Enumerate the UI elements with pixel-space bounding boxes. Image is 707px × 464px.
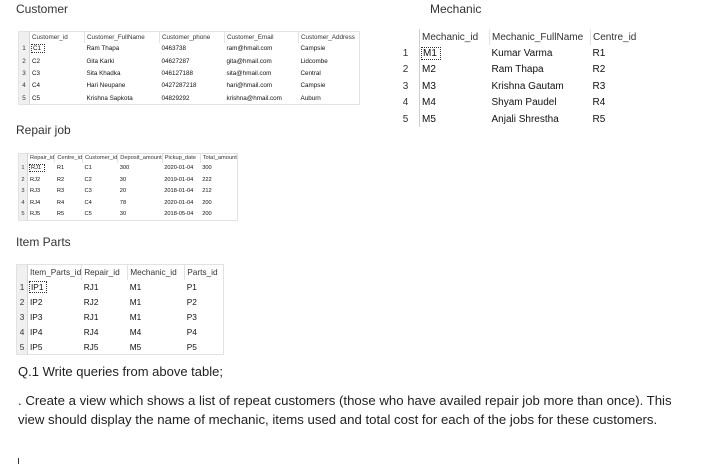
table-row[interactable]: [19, 186, 238, 198]
row-number[interactable]: 2: [392, 62, 420, 78]
table-cell[interactable]: [128, 340, 185, 355]
table-cell[interactable]: [82, 295, 128, 310]
cell-value: M1: [129, 297, 142, 307]
table-cell[interactable]: [591, 95, 642, 111]
table-cell[interactable]: [299, 80, 360, 92]
table-cell[interactable]: [128, 310, 185, 325]
table-cell[interactable]: [162, 163, 200, 175]
column-header[interactable]: Customer_id: [30, 32, 85, 43]
cell-value: RJ4: [83, 327, 99, 337]
cell-value: M5: [129, 341, 142, 352]
cell-value: 0463738: [161, 45, 187, 53]
cell-value: 30: [119, 211, 127, 218]
table-cell[interactable]: [299, 67, 360, 79]
cell-value: P2: [186, 297, 197, 307]
table-cell[interactable]: [30, 92, 85, 104]
table-row[interactable]: [19, 197, 238, 209]
cell-value: P1: [186, 282, 197, 292]
table-cell[interactable]: [160, 67, 225, 79]
cell-value: IP1: [30, 282, 46, 292]
row-number[interactable]: 5: [19, 92, 30, 104]
cell-value: RJ1: [83, 312, 99, 322]
table-cell[interactable]: [299, 43, 360, 55]
cell-value: R3: [56, 188, 65, 195]
cell-value: ram@hmail.com: [226, 45, 273, 53]
table-row[interactable]: [19, 209, 238, 221]
column-header[interactable]: Repair_id: [82, 265, 128, 280]
table-cell[interactable]: [55, 197, 83, 209]
cell-value: R2: [56, 176, 65, 183]
cell-value: C4: [32, 82, 41, 90]
table-cell[interactable]: [55, 186, 83, 198]
table-cell[interactable]: [85, 92, 160, 104]
table-cell[interactable]: [200, 174, 237, 186]
cell-value: 78: [119, 200, 127, 207]
table-cell[interactable]: [83, 174, 118, 186]
cell-value: 04627287: [161, 57, 190, 65]
row-number[interactable]: 3: [19, 186, 28, 198]
cell-value: IP2: [30, 297, 43, 307]
table-cell[interactable]: [55, 163, 83, 175]
table-cell[interactable]: [28, 186, 55, 198]
table-cell[interactable]: [85, 80, 160, 92]
cell-value: 300: [202, 165, 212, 172]
table-cell[interactable]: [28, 163, 55, 175]
cell-value: C1: [32, 45, 44, 52]
table-row[interactable]: [19, 80, 360, 92]
cell-value: Ram Thapa: [86, 45, 120, 53]
table-cell[interactable]: [299, 55, 360, 67]
cell-value: RJ2: [83, 297, 99, 307]
cell-value: M4: [422, 97, 436, 109]
mechanic-table: [392, 29, 641, 127]
cell-value: Krishna Sapkota: [86, 94, 133, 102]
text-cursor: [18, 458, 19, 464]
row-number[interactable]: 3: [392, 78, 420, 94]
customer-heading: Customer: [16, 2, 69, 16]
table-cell[interactable]: [160, 55, 225, 67]
table-cell[interactable]: [128, 295, 185, 310]
table-row[interactable]: [17, 295, 224, 310]
cell-value: R4: [592, 97, 606, 109]
table-cell[interactable]: [591, 45, 642, 61]
cell-value: RJ3: [30, 188, 41, 195]
cell-value: C5: [32, 94, 41, 102]
cell-value: C1: [84, 165, 92, 172]
column-header[interactable]: Mechanic_FullName: [490, 29, 591, 45]
cell-value: RJ4: [30, 200, 41, 207]
cell-value: Gita Karki: [86, 57, 115, 65]
table-row[interactable]: [19, 92, 360, 104]
header-row: [392, 29, 641, 45]
table-cell[interactable]: [83, 163, 118, 175]
column-header[interactable]: Customer_Email: [225, 32, 299, 43]
column-header[interactable]: Repair_id: [28, 154, 55, 163]
table-cell[interactable]: [128, 280, 185, 295]
cell-value: M4: [129, 327, 142, 337]
row-number[interactable]: 1: [17, 280, 28, 295]
header-row: [19, 154, 238, 163]
cell-value: P3: [186, 312, 197, 322]
table-cell[interactable]: [490, 62, 591, 78]
table-cell[interactable]: [85, 43, 160, 55]
cell-value: Lidcombe: [300, 57, 328, 65]
cell-value: 0427287218: [161, 82, 197, 90]
table-cell[interactable]: [30, 80, 85, 92]
cell-value: krishna@hmail.com: [226, 94, 282, 102]
cell-value: R5: [56, 211, 65, 218]
cell-value: Auburn: [300, 94, 321, 102]
table-row[interactable]: [392, 111, 641, 127]
row-number[interactable]: 5: [17, 340, 28, 355]
row-number[interactable]: 3: [17, 310, 28, 325]
cell-value: M1: [129, 312, 142, 322]
table-cell[interactable]: [591, 62, 642, 78]
table-cell[interactable]: [591, 111, 642, 127]
table-cell[interactable]: [30, 55, 85, 67]
table-cell[interactable]: [420, 111, 490, 127]
table-cell[interactable]: [225, 92, 299, 104]
column-header[interactable]: Centre_id: [55, 154, 83, 163]
cell-value: C5: [84, 211, 92, 218]
cell-value: 300: [119, 165, 130, 172]
table-row[interactable]: [17, 280, 224, 295]
row-number[interactable]: 4: [17, 325, 28, 340]
table-cell[interactable]: [118, 209, 162, 221]
cell-value: C3: [32, 69, 41, 77]
column-header[interactable]: Pickup_date: [162, 154, 200, 163]
table-cell[interactable]: [82, 340, 128, 355]
table-cell[interactable]: [28, 280, 82, 295]
cell-value: IP4: [30, 327, 43, 337]
table-cell[interactable]: [185, 340, 224, 355]
table-cell[interactable]: [118, 186, 162, 198]
row-number[interactable]: 1: [19, 43, 30, 55]
column-header[interactable]: Parts_id: [185, 265, 224, 280]
row-number[interactable]: 2: [19, 55, 30, 67]
table-cell[interactable]: [118, 163, 162, 175]
table-row[interactable]: [392, 45, 641, 61]
cell-value: Hari Neupane: [86, 82, 126, 90]
table-cell[interactable]: [420, 78, 490, 94]
row-number[interactable]: 4: [392, 95, 420, 111]
column-header[interactable]: Customer_id: [83, 154, 118, 163]
table-row[interactable]: [17, 310, 224, 325]
cell-value: R1: [592, 48, 606, 60]
row-number-header: [19, 32, 30, 43]
row-number[interactable]: 3: [19, 67, 30, 79]
table-cell[interactable]: [162, 186, 200, 198]
cell-value: 222: [202, 176, 212, 183]
cell-value: 2019-01-04: [164, 176, 194, 183]
table-cell[interactable]: [162, 197, 200, 209]
cell-value: 046127188: [161, 69, 194, 77]
table-cell[interactable]: [30, 43, 85, 55]
table-cell[interactable]: [225, 43, 299, 55]
table-cell[interactable]: [200, 197, 237, 209]
cell-value: M1: [129, 282, 142, 292]
column-header[interactable]: Mechanic_id: [420, 29, 490, 45]
cell-value: P4: [186, 327, 197, 337]
header-row: [19, 32, 360, 43]
cell-value: C2: [84, 176, 92, 183]
table-cell[interactable]: [28, 295, 82, 310]
cell-value: Campsie: [300, 45, 326, 53]
cell-value: Kumar Varma: [491, 48, 553, 60]
cell-value: Shyam Paudel: [491, 97, 557, 109]
cell-value: Campsie: [300, 82, 326, 90]
table-cell[interactable]: [225, 55, 299, 67]
table-cell[interactable]: [200, 163, 237, 175]
cell-value: RJ2: [30, 176, 41, 183]
row-number[interactable]: 4: [19, 80, 30, 92]
cell-value: Ram Thapa: [491, 64, 544, 76]
customer-table: [18, 31, 360, 105]
table-cell[interactable]: [28, 174, 55, 186]
table-cell[interactable]: [85, 67, 160, 79]
table-row[interactable]: [19, 174, 238, 186]
question-label: Q.1 Write queries from above table;: [18, 364, 223, 379]
repair-job-table: [18, 153, 238, 221]
table-cell[interactable]: [55, 174, 83, 186]
repair-job-heading: Repair job: [16, 123, 71, 137]
table-cell[interactable]: [118, 174, 162, 186]
row-number[interactable]: 4: [19, 197, 28, 209]
table-row[interactable]: [19, 67, 360, 79]
cell-value: M3: [422, 80, 436, 92]
table-cell[interactable]: [28, 325, 82, 340]
cell-value: M2: [422, 64, 436, 76]
row-number[interactable]: 2: [19, 174, 28, 186]
cell-value: 2018-05-04: [164, 211, 194, 218]
table-cell[interactable]: [490, 111, 591, 127]
column-header[interactable]: Customer_Address: [299, 32, 360, 43]
item-parts-heading: Item Parts: [16, 235, 71, 249]
cell-value: IP3: [30, 312, 43, 322]
table-cell[interactable]: [160, 92, 225, 104]
cell-value: C4: [84, 200, 92, 207]
cell-value: hari@hmail.com: [226, 82, 273, 90]
table-cell[interactable]: [28, 197, 55, 209]
table-row[interactable]: [392, 95, 641, 111]
cell-value: M1: [422, 48, 440, 59]
row-number[interactable]: 1: [19, 163, 28, 175]
table-row[interactable]: [19, 55, 360, 67]
table-cell[interactable]: [162, 174, 200, 186]
row-number[interactable]: 5: [392, 111, 420, 127]
table-row[interactable]: [17, 340, 224, 355]
cell-value: 2018-01-04: [164, 188, 194, 195]
cell-value: Anjali Shrestha: [491, 113, 559, 125]
cell-value: RJ5: [83, 341, 99, 352]
cell-value: Central: [300, 69, 321, 77]
table-cell[interactable]: [299, 92, 360, 104]
cell-value: 2020-01-04: [164, 165, 194, 172]
column-header[interactable]: Customer_FullName: [85, 32, 160, 43]
table-cell[interactable]: [420, 45, 490, 61]
header-row: [17, 265, 224, 280]
cell-value: 200: [202, 211, 212, 218]
column-header[interactable]: Centre_id: [591, 29, 642, 45]
row-number[interactable]: 2: [17, 295, 28, 310]
table-cell[interactable]: [118, 197, 162, 209]
table-cell[interactable]: [82, 325, 128, 340]
cell-value: 04829292: [161, 94, 190, 102]
table-row[interactable]: [19, 43, 360, 55]
table-cell[interactable]: [55, 209, 83, 221]
column-header[interactable]: Mechanic_id: [128, 265, 185, 280]
table-cell[interactable]: [162, 209, 200, 221]
table-cell[interactable]: [185, 310, 224, 325]
table-cell[interactable]: [591, 78, 642, 94]
column-header[interactable]: Customer_phone: [160, 32, 225, 43]
cell-value: sita@hmail.com: [226, 69, 272, 77]
table-cell[interactable]: [420, 62, 490, 78]
cell-value: RJ1: [30, 165, 44, 171]
cell-value: C3: [84, 188, 92, 195]
table-cell[interactable]: [185, 325, 224, 340]
table-row[interactable]: [392, 78, 641, 94]
mechanic-heading: Mechanic: [430, 2, 482, 16]
cell-value: 2020-01-04: [164, 200, 194, 207]
cell-value: R5: [592, 113, 606, 125]
column-header[interactable]: Total_amount: [200, 154, 237, 163]
table-cell[interactable]: [225, 80, 299, 92]
row-number-header: [392, 29, 420, 45]
cell-value: P5: [186, 341, 197, 352]
table-cell[interactable]: [82, 280, 128, 295]
table-cell[interactable]: [420, 95, 490, 111]
cell-value: R1: [56, 165, 65, 172]
cell-value: RJ5: [30, 211, 41, 218]
cell-value: gita@hmail.com: [226, 57, 272, 65]
table-cell[interactable]: [28, 340, 82, 355]
table-cell[interactable]: [225, 67, 299, 79]
cell-value: 30: [119, 176, 127, 183]
table-cell[interactable]: [185, 295, 224, 310]
item-parts-table: [16, 264, 224, 355]
table-cell[interactable]: [200, 209, 237, 221]
table-cell[interactable]: [490, 95, 591, 111]
row-number[interactable]: 5: [19, 209, 28, 221]
table-cell[interactable]: [160, 43, 225, 55]
column-header[interactable]: Deposit_amount: [118, 154, 162, 163]
table-cell[interactable]: [82, 310, 128, 325]
table-cell[interactable]: [83, 186, 118, 198]
table-cell[interactable]: [30, 67, 85, 79]
cell-value: R2: [592, 64, 606, 76]
cell-value: Sita Khadka: [86, 69, 121, 77]
question-text: . Create a view which shows a list of repeat customers (those who have availed repair job more than once). This view should display the name of mechanic, items used and total cost for each of the jobs for these customers.: [18, 393, 672, 427]
table-cell[interactable]: [83, 209, 118, 221]
table-cell[interactable]: [85, 55, 160, 67]
table-cell[interactable]: [200, 186, 237, 198]
table-cell[interactable]: [160, 80, 225, 92]
column-header[interactable]: Item_Parts_id: [28, 265, 82, 280]
cell-value: Krishna Gautam: [491, 80, 564, 92]
cell-value: 200: [202, 200, 212, 207]
cell-value: IP5: [30, 341, 43, 352]
row-number[interactable]: 1: [392, 45, 420, 61]
row-number-header: [19, 154, 28, 163]
cell-value: 212: [202, 188, 212, 195]
cell-value: RJ1: [83, 282, 99, 292]
cell-value: 20: [119, 188, 127, 195]
table-row[interactable]: [392, 62, 641, 78]
table-cell[interactable]: [28, 310, 82, 325]
table-cell[interactable]: [128, 325, 185, 340]
table-cell[interactable]: [185, 280, 224, 295]
table-row[interactable]: [19, 163, 238, 175]
cell-value: R4: [56, 200, 65, 207]
row-number-header: [17, 265, 28, 280]
table-row[interactable]: [17, 325, 224, 340]
table-cell[interactable]: [28, 209, 55, 221]
cell-value: M5: [422, 113, 436, 125]
cell-value: R3: [592, 80, 606, 92]
cell-value: C2: [32, 57, 41, 65]
table-cell[interactable]: [490, 45, 591, 61]
table-cell[interactable]: [83, 197, 118, 209]
table-cell[interactable]: [490, 78, 591, 94]
